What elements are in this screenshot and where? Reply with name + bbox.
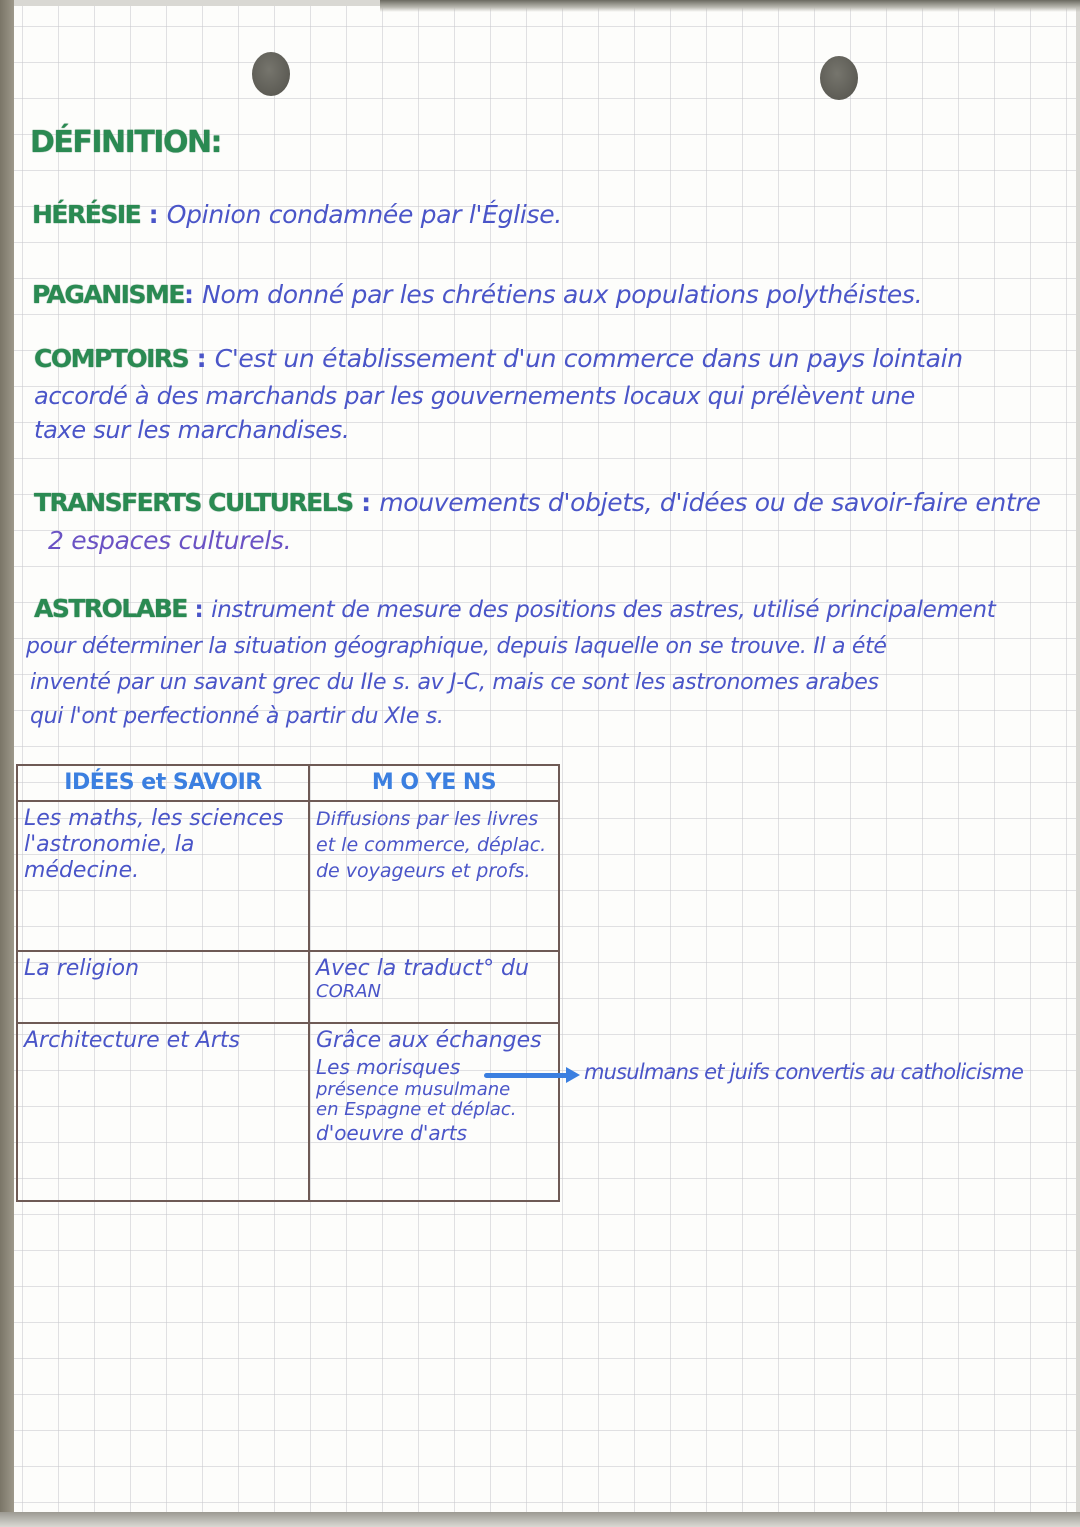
colon: :	[183, 280, 203, 309]
ideas-means-table	[16, 764, 560, 1202]
definition-transferts-culturels-line-2: 2 espaces culturels.	[48, 526, 292, 555]
arrow-line	[484, 1073, 570, 1078]
definition-comptoirs-line-2: accordé à des marchands par les gouvernements locaux qui prélèvent une	[34, 382, 915, 410]
colon: :	[186, 597, 212, 623]
definition-transferts-culturels	[34, 490, 1041, 515]
punch-hole-right	[820, 56, 858, 100]
cell-line: Architecture et Arts	[24, 1028, 240, 1053]
cell-line: en Espagne et déplac.	[316, 1099, 517, 1120]
definition-comptoirs	[34, 346, 963, 371]
header-means: M O YE NS	[309, 765, 559, 801]
cell-line: et le commerce, déplac.	[316, 834, 547, 856]
term-label: ASTROLABE	[34, 594, 187, 623]
definition-paganisme	[32, 282, 922, 307]
definition-text-line-1: C'est un établissement d'un commerce dans un pays lointain	[214, 344, 963, 373]
title-text: DÉFINITION:	[30, 125, 222, 160]
term-label: TRANSFERTS CULTURELS	[34, 488, 353, 517]
table-row	[17, 801, 559, 951]
cell-line: Les maths, les sciences	[24, 806, 284, 831]
definition-astrolabe	[34, 596, 995, 622]
cell-line: Les morisques	[316, 1055, 461, 1079]
cell-means	[309, 1023, 559, 1201]
page-top-edge	[380, 0, 1080, 12]
colon: :	[140, 200, 167, 229]
term-label: HÉRÉSIE	[32, 200, 141, 229]
cell-line: Avec la traduct° du	[316, 956, 529, 981]
cell-idea	[17, 1023, 309, 1201]
cell-idea	[17, 951, 309, 1023]
definition-text: Opinion condamnée par l'Église.	[166, 200, 562, 229]
table-row	[17, 951, 559, 1023]
definition-astrolabe-line-2: pour déterminer la situation géographique, depuis laquelle on se trouve. Il a été	[26, 634, 887, 659]
cell-line: La religion	[24, 956, 140, 981]
cell-line: présence musulmane	[316, 1079, 511, 1100]
term-label: PAGANISME	[32, 280, 184, 309]
cell-means	[309, 951, 559, 1023]
cell-line: Grâce aux échanges	[316, 1028, 542, 1053]
page-left-shadow	[0, 0, 14, 1527]
colon: :	[352, 488, 380, 517]
definition-heresie	[32, 202, 562, 227]
cell-idea	[17, 801, 309, 951]
definition-astrolabe-line-3: inventé par un savant grec du IIe s. av J-C, mais ce sont les astronomes arabes	[30, 670, 879, 695]
arrow-right-icon	[566, 1067, 580, 1083]
page-title	[30, 125, 222, 160]
punch-hole-left	[252, 52, 290, 96]
term-label: COMPTOIRS	[34, 344, 189, 373]
cell-line: Diffusions par les livres	[316, 808, 539, 830]
annotation-text: musulmans et juifs convertis au catholicisme	[584, 1060, 1024, 1084]
table-header-row	[17, 765, 559, 801]
cell-means	[309, 801, 559, 951]
cell-line: d'oeuvre d'arts	[316, 1121, 468, 1145]
header-ideas: IDÉES et SAVOIR	[17, 765, 309, 801]
definition-text-line-1: instrument de mesure des positions des astres, utilisé principalement	[211, 597, 996, 623]
definition-text: Nom donné par les chrétiens aux populations polythéistes.	[202, 280, 923, 309]
definition-astrolabe-line-4: qui l'ont perfectionné à partir du XIe s.	[30, 704, 444, 729]
definition-text-line-1: mouvements d'objets, d'idées ou de savoir-faire entre	[379, 488, 1041, 517]
cell-line: l'astronomie, la	[24, 832, 195, 857]
definition-comptoirs-line-3: taxe sur les marchandises.	[34, 416, 350, 444]
cell-line: de voyageurs et profs.	[316, 860, 531, 882]
notebook-page	[14, 6, 1076, 1512]
cell-line: CORAN	[316, 981, 382, 1002]
colon: :	[188, 344, 215, 373]
table-row	[17, 1023, 559, 1201]
page-bottom-edge	[0, 1512, 1080, 1527]
cell-line: médecine.	[24, 858, 140, 883]
